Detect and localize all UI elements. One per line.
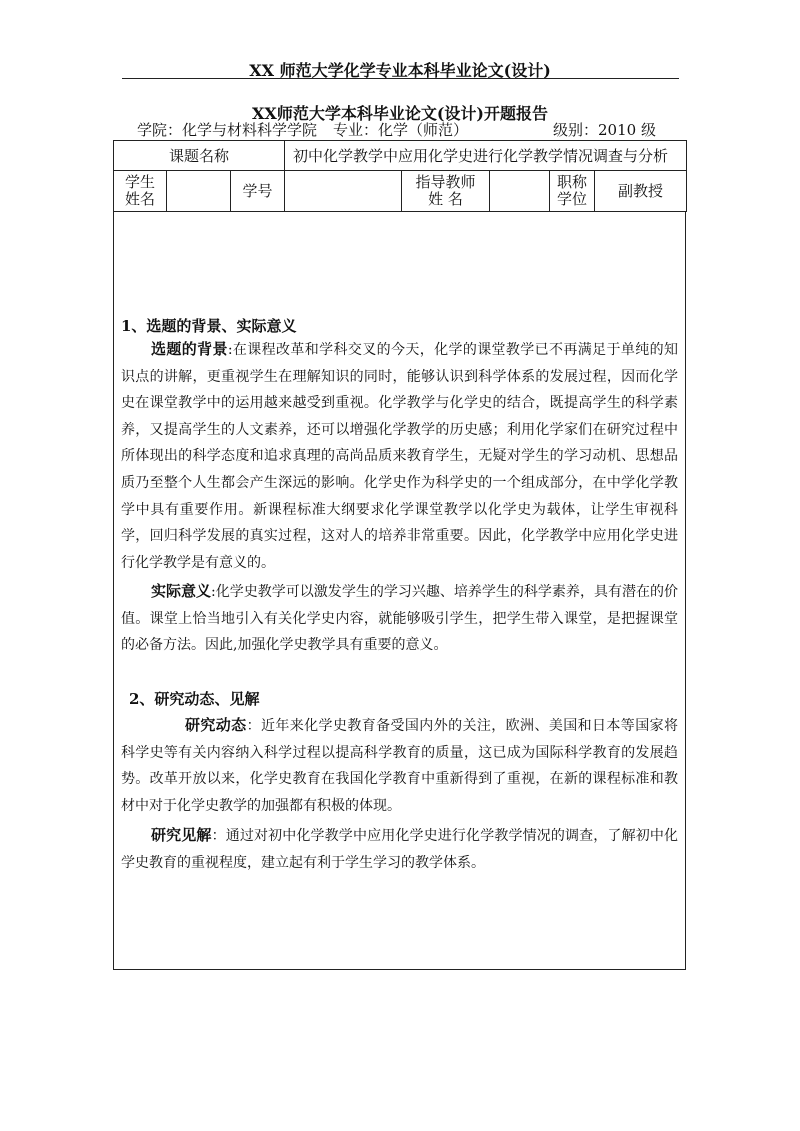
student-id-value bbox=[285, 171, 402, 212]
major-field: 专业：化学（师范） bbox=[333, 121, 469, 139]
significance-paragraph bbox=[121, 578, 678, 659]
significance-text: :化学史教学可以激发学生的学习兴趣、培养学生的科学素养，具有潜在的价值。课堂上恰当地引入有关化学史内容，就能够吸引学生，把学生带入课堂，是把握课堂的必备方法。因此,加强化学史教学具有重要的意义。 bbox=[121, 584, 678, 654]
info-table bbox=[113, 140, 687, 212]
trend-paragraph bbox=[121, 712, 678, 819]
report-title: XX师范大学本科毕业论文(设计)开题报告 bbox=[252, 104, 548, 123]
running-header: XX 师范大学化学专业本科毕业论文(设计) bbox=[249, 61, 551, 80]
view-paragraph bbox=[121, 822, 678, 876]
student-id-label: 学号 bbox=[231, 171, 285, 212]
topic-label: 课题名称 bbox=[114, 141, 285, 171]
student-label-line2: 姓名 bbox=[124, 190, 155, 208]
job-title-label-line2: 学位 bbox=[557, 190, 588, 208]
trend-text: ：近年来化学史教育备受国内外的关注，欧洲、美国和日本等国家将科学史等有关内容纳入科学过程以提高科学教育的质量，这已成为国际科学教育的发展趋势。改革开放以来，化学史教育在我国化学教育中重新得到了重视，在新的课程标准和教材中对于化学史教学的加强都有积极的体现。 bbox=[121, 718, 678, 814]
header-rule bbox=[122, 78, 679, 79]
significance-label: 实际意义 bbox=[151, 582, 212, 600]
advisor-label-line1: 指导教师 bbox=[415, 173, 476, 191]
student-name-label bbox=[114, 171, 167, 212]
view-label: 研究见解 bbox=[151, 826, 212, 844]
background-label: 选题的背景 bbox=[151, 340, 228, 358]
student-name-value bbox=[167, 171, 231, 212]
background-text: :在课程改革和学科交叉的今天，化学的课堂教学已不再满足于单纯的知识点的讲解，更重视学生在理解知识的同时，能够认识到科学体系的发展过程，因而化学史在课堂教学中的运用越来越受到重视。化学教学与化学史的结合，既提高学生的科学素养，又提高学生的人文素养，还可以增强化学教学的历史感；利用化学家们在研究过程中所体现出的科学态度和追求真理的高尚品质来教育学生，无疑对学生的学习动机、思想品质乃至整个人生都会产生深远的影响。化学史作为科学史的一个组成部分，在中学化学教学中具有重要作用。新课程标准大纲要求化学课堂教学以化学史为载体，让学生审视科学，回归科学发展的真实过程，这对人的培养非常重要。因此，化学教学中应用化学史进行化学教学是有意义的。 bbox=[121, 342, 678, 571]
section1-heading: 1、选题的背景、实际意义 bbox=[121, 317, 297, 335]
advisor-label-line2: 姓 名 bbox=[428, 190, 463, 208]
section2-heading: 2、研究动态、见解 bbox=[129, 690, 260, 708]
trend-label: 研究动态 bbox=[185, 716, 247, 734]
job-title-label-line1: 职称 bbox=[557, 173, 588, 191]
view-text: ：通过对初中化学教学中应用化学史进行化学教学情况的调查，了解初中化学史教育的重视程度，建立起有利于学生学习的教学体系。 bbox=[121, 828, 678, 871]
student-label-line1: 学生 bbox=[124, 173, 155, 191]
grade-field: 级别：2010 级 bbox=[553, 121, 656, 139]
college-field: 学院：化学与材料科学学院 bbox=[137, 121, 318, 139]
advisor-label bbox=[402, 171, 490, 212]
background-paragraph bbox=[121, 336, 678, 576]
topic-value: 初中化学教学中应用化学史进行化学教学情况调查与分析 bbox=[285, 141, 687, 171]
job-title-value: 副教授 bbox=[595, 171, 687, 212]
advisor-value bbox=[490, 171, 550, 212]
job-title-label bbox=[550, 171, 595, 212]
